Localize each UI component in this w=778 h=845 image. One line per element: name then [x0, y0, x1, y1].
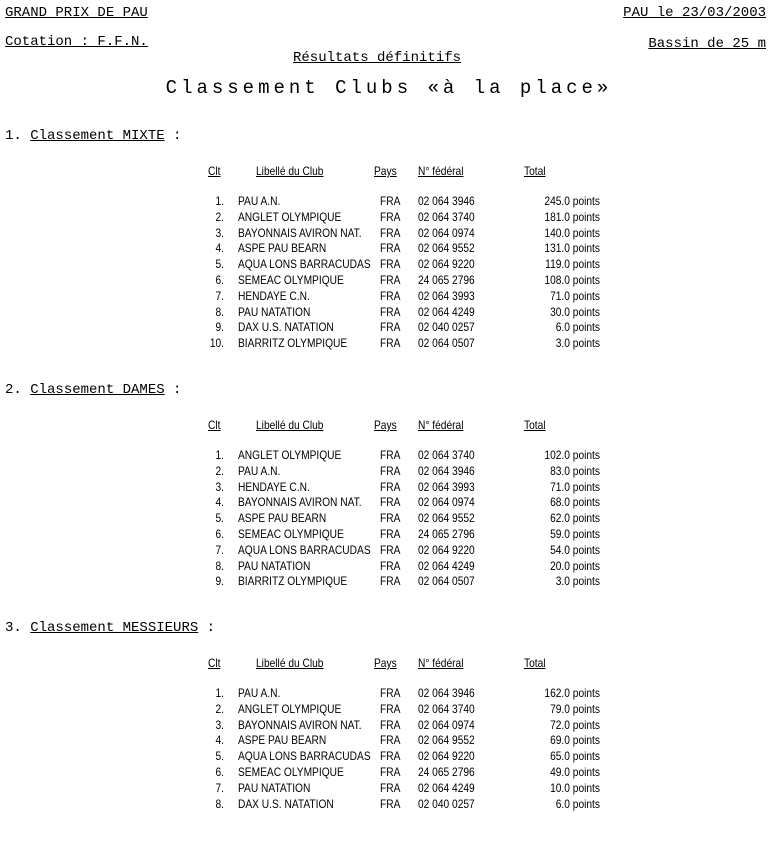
column-header-club: Libellé du Club	[256, 656, 324, 670]
table-row	[200, 686, 600, 702]
cell-total: 71.0 points	[550, 479, 600, 494]
section-title	[5, 620, 215, 636]
cell-country: FRA	[380, 225, 401, 240]
cell-club: PAU A.N.	[238, 463, 281, 478]
cell-club: PAU A.N.	[238, 686, 281, 700]
cell-club: BIARRITZ OLYMPIQUE	[238, 574, 348, 589]
cell-rank: 4.	[215, 241, 224, 256]
cell-federal: 02 064 9220	[418, 257, 475, 272]
cell-federal: 02 064 3993	[418, 479, 475, 494]
cell-rank: 3.	[215, 717, 224, 732]
cell-club: BAYONNAIS AVIRON NAT.	[238, 225, 362, 240]
cell-rank: 10.	[209, 336, 224, 351]
cell-rank: 3.	[215, 479, 224, 494]
cell-country: FRA	[380, 273, 401, 287]
cell-total: 54.0 points	[550, 542, 600, 557]
cell-club: DAX U.S. NATATION	[238, 320, 334, 335]
cell-club: ANGLET OLYMPIQUE	[238, 209, 342, 224]
table-row	[200, 718, 600, 734]
cell-federal: 02 064 3740	[418, 701, 475, 716]
column-header-club: Libellé du Club	[256, 164, 324, 178]
cell-federal: 02 040 0257	[418, 320, 475, 335]
cell-total: 20.0 points	[550, 558, 600, 573]
cell-club: ANGLET OLYMPIQUE	[238, 701, 342, 716]
column-header-federal: N° fédéral	[418, 656, 464, 670]
cell-federal: 02 064 3946	[418, 194, 475, 208]
section-label: Classement DAMES	[30, 382, 165, 398]
section-colon: :	[206, 620, 216, 636]
section-title	[5, 128, 181, 144]
cell-total: 49.0 points	[550, 765, 600, 779]
cell-federal: 02 064 4249	[418, 780, 475, 795]
cell-club: PAU A.N.	[238, 194, 281, 208]
cell-club: BAYONNAIS AVIRON NAT.	[238, 717, 362, 732]
cell-rank: 6.	[215, 273, 224, 287]
table-row	[200, 210, 600, 226]
cell-rank: 2.	[215, 701, 224, 716]
cell-club: BIARRITZ OLYMPIQUE	[238, 336, 348, 351]
cell-rank: 6.	[215, 527, 224, 541]
cell-club: PAU NATATION	[238, 780, 311, 795]
cell-rank: 5.	[215, 749, 224, 764]
cell-rank: 2.	[215, 463, 224, 478]
cell-federal: 02 064 9552	[418, 241, 475, 256]
table-row	[200, 495, 600, 511]
cell-total: 79.0 points	[550, 701, 600, 716]
column-header-country: Pays	[374, 164, 397, 178]
cell-club: HENDAYE C.N.	[238, 479, 310, 494]
cell-federal: 02 064 0974	[418, 495, 475, 510]
cell-total: 102.0 points	[544, 448, 600, 462]
cell-club: PAU NATATION	[238, 304, 311, 319]
cell-rank: 8.	[215, 796, 224, 811]
cell-total: 83.0 points	[550, 463, 600, 478]
cell-country: FRA	[380, 574, 401, 589]
table-row	[200, 226, 600, 242]
section-number: 1.	[5, 128, 22, 144]
section-number: 2.	[5, 382, 22, 398]
table-row	[200, 527, 600, 543]
cell-country: FRA	[380, 495, 401, 510]
cell-country: FRA	[380, 558, 401, 573]
cell-federal: 02 064 9552	[418, 733, 475, 748]
section-title	[5, 382, 181, 398]
cell-total: 68.0 points	[550, 495, 600, 510]
cell-club: SEMEAC OLYMPIQUE	[238, 765, 344, 779]
cell-total: 62.0 points	[550, 511, 600, 526]
table-row	[200, 336, 600, 352]
cell-total: 30.0 points	[550, 304, 600, 319]
cell-rank: 4.	[215, 733, 224, 748]
cell-total: 119.0 points	[545, 257, 600, 272]
cell-rank: 5.	[215, 257, 224, 272]
column-header-rank: Clt	[208, 418, 221, 432]
table-row	[200, 480, 600, 496]
table-row	[200, 781, 600, 797]
cell-rank: 4.	[215, 495, 224, 510]
cell-rank: 9.	[215, 320, 224, 335]
section-colon: :	[173, 382, 182, 398]
cell-federal: 02 064 3993	[418, 288, 475, 303]
cell-total: 3.0 points	[555, 336, 600, 351]
cell-country: FRA	[380, 304, 401, 319]
cell-country: FRA	[380, 257, 401, 272]
cell-club: AQUA LONS BARRACUDAS	[238, 749, 371, 764]
cell-country: FRA	[380, 733, 401, 748]
cell-rank: 7.	[215, 780, 224, 795]
cell-federal: 02 064 3740	[418, 448, 475, 462]
cell-total: 140.0 points	[544, 225, 600, 240]
table-row	[200, 257, 600, 273]
cell-club: HENDAYE C.N.	[238, 288, 310, 303]
column-header-rank: Clt	[208, 656, 221, 670]
cell-rank: 8.	[215, 304, 224, 319]
cell-federal: 02 064 0507	[418, 574, 475, 589]
table-row	[200, 273, 600, 289]
cell-total: 245.0 points	[544, 194, 600, 208]
column-header-total: Total	[524, 418, 546, 432]
table-row	[200, 320, 600, 336]
cell-country: FRA	[380, 463, 401, 478]
cell-total: 3.0 points	[555, 574, 600, 589]
cell-rank: 8.	[215, 558, 224, 573]
cell-rank: 9.	[215, 574, 224, 589]
cell-total: 71.0 points	[550, 288, 600, 303]
cell-country: FRA	[380, 749, 401, 764]
cell-club: ASPE PAU BEARN	[238, 241, 327, 256]
cell-federal: 02 064 3740	[418, 209, 475, 224]
column-header-total: Total	[524, 164, 546, 178]
cell-federal: 02 064 9220	[418, 542, 475, 557]
table-row	[200, 194, 600, 210]
ranking-table	[200, 656, 600, 816]
cell-rank: 7.	[215, 542, 224, 557]
table-row	[200, 289, 600, 305]
column-header-country: Pays	[374, 418, 397, 432]
cell-total: 6.0 points	[555, 796, 600, 811]
cell-total: 162.0 points	[544, 686, 600, 700]
cell-country: FRA	[380, 336, 401, 351]
cell-total: 59.0 points	[550, 527, 600, 541]
table-row	[200, 733, 600, 749]
cell-country: FRA	[380, 780, 401, 795]
results-status: Résultats définitifs	[293, 50, 462, 66]
table-row	[200, 464, 600, 480]
cell-country: FRA	[380, 288, 401, 303]
cell-country: FRA	[380, 796, 401, 811]
cell-club: BAYONNAIS AVIRON NAT.	[238, 495, 362, 510]
ranking-table	[200, 164, 600, 356]
cell-country: FRA	[380, 479, 401, 494]
column-header-rank: Clt	[208, 164, 221, 178]
cell-federal: 02 064 3946	[418, 463, 475, 478]
ranking-table	[200, 418, 600, 594]
table-row	[200, 559, 600, 575]
cell-club: ASPE PAU BEARN	[238, 733, 327, 748]
cell-club: SEMEAC OLYMPIQUE	[238, 527, 344, 541]
table-row	[200, 511, 600, 527]
pool-size: Bassin de 25 m	[648, 36, 766, 52]
cell-federal: 02 064 3946	[418, 686, 475, 700]
table-row	[200, 797, 600, 813]
cell-rank: 3.	[215, 225, 224, 240]
cell-total: 131.0 points	[544, 241, 600, 256]
section-label: Classement MIXTE	[30, 128, 165, 144]
table-row	[200, 241, 600, 257]
cell-federal: 24 065 2796	[418, 273, 475, 287]
cell-total: 65.0 points	[550, 749, 600, 764]
cell-federal: 02 064 0507	[418, 336, 475, 351]
cell-country: FRA	[380, 511, 401, 526]
cell-country: FRA	[380, 542, 401, 557]
cell-total: 10.0 points	[550, 780, 600, 795]
section-colon: :	[173, 128, 182, 144]
cell-rank: 5.	[215, 511, 224, 526]
cell-federal: 02 040 0257	[418, 796, 475, 811]
cell-country: FRA	[380, 241, 401, 256]
cell-total: 108.0 points	[544, 273, 600, 287]
cell-country: FRA	[380, 701, 401, 716]
cell-club: SEMEAC OLYMPIQUE	[238, 273, 344, 287]
cell-country: FRA	[380, 448, 401, 462]
cell-federal: 02 064 9220	[418, 749, 475, 764]
cell-club: ANGLET OLYMPIQUE	[238, 448, 342, 462]
cell-total: 72.0 points	[550, 717, 600, 732]
cell-country: FRA	[380, 527, 401, 541]
table-row	[200, 702, 600, 718]
cell-club: ASPE PAU BEARN	[238, 511, 327, 526]
cell-country: FRA	[380, 209, 401, 224]
cell-club: AQUA LONS BARRACUDAS	[238, 542, 371, 557]
rating-label: Cotation : F.F.N.	[5, 34, 148, 50]
table-row	[200, 765, 600, 781]
cell-club: DAX U.S. NATATION	[238, 796, 334, 811]
cell-club: PAU NATATION	[238, 558, 311, 573]
cell-federal: 02 064 9552	[418, 511, 475, 526]
cell-total: 69.0 points	[550, 733, 600, 748]
column-header-federal: N° fédéral	[418, 164, 464, 178]
event-name: GRAND PRIX DE PAU	[5, 5, 148, 21]
cell-federal: 02 064 0974	[418, 225, 475, 240]
location-date: PAU le 23/03/2003	[623, 5, 766, 21]
cell-country: FRA	[380, 765, 401, 779]
cell-country: FRA	[380, 717, 401, 732]
column-header-federal: N° fédéral	[418, 418, 464, 432]
cell-rank: 7.	[215, 288, 224, 303]
cell-federal: 02 064 0974	[418, 717, 475, 732]
cell-federal: 24 065 2796	[418, 527, 475, 541]
column-header-country: Pays	[374, 656, 397, 670]
section-number: 3.	[5, 620, 22, 636]
cell-total: 181.0 points	[544, 209, 600, 224]
table-row	[200, 543, 600, 559]
cell-federal: 02 064 4249	[418, 558, 475, 573]
cell-country: FRA	[380, 194, 401, 208]
cell-country: FRA	[380, 686, 401, 700]
table-row	[200, 574, 600, 590]
cell-federal: 02 064 4249	[418, 304, 475, 319]
cell-rank: 1.	[215, 448, 224, 462]
cell-club: AQUA LONS BARRACUDAS	[238, 257, 371, 272]
cell-rank: 6.	[215, 765, 224, 779]
column-header-total: Total	[524, 656, 546, 670]
cell-country: FRA	[380, 320, 401, 335]
table-row	[200, 749, 600, 765]
column-header-club: Libellé du Club	[256, 418, 324, 432]
cell-federal: 24 065 2796	[418, 765, 475, 779]
page-title: Classement Clubs «à la place»	[165, 77, 613, 99]
cell-total: 6.0 points	[555, 320, 600, 335]
cell-rank: 1.	[215, 194, 224, 208]
cell-rank: 1.	[215, 686, 224, 700]
section-label: Classement MESSIEURS	[30, 620, 199, 636]
table-row	[200, 305, 600, 321]
table-row	[200, 448, 600, 464]
cell-rank: 2.	[215, 209, 224, 224]
